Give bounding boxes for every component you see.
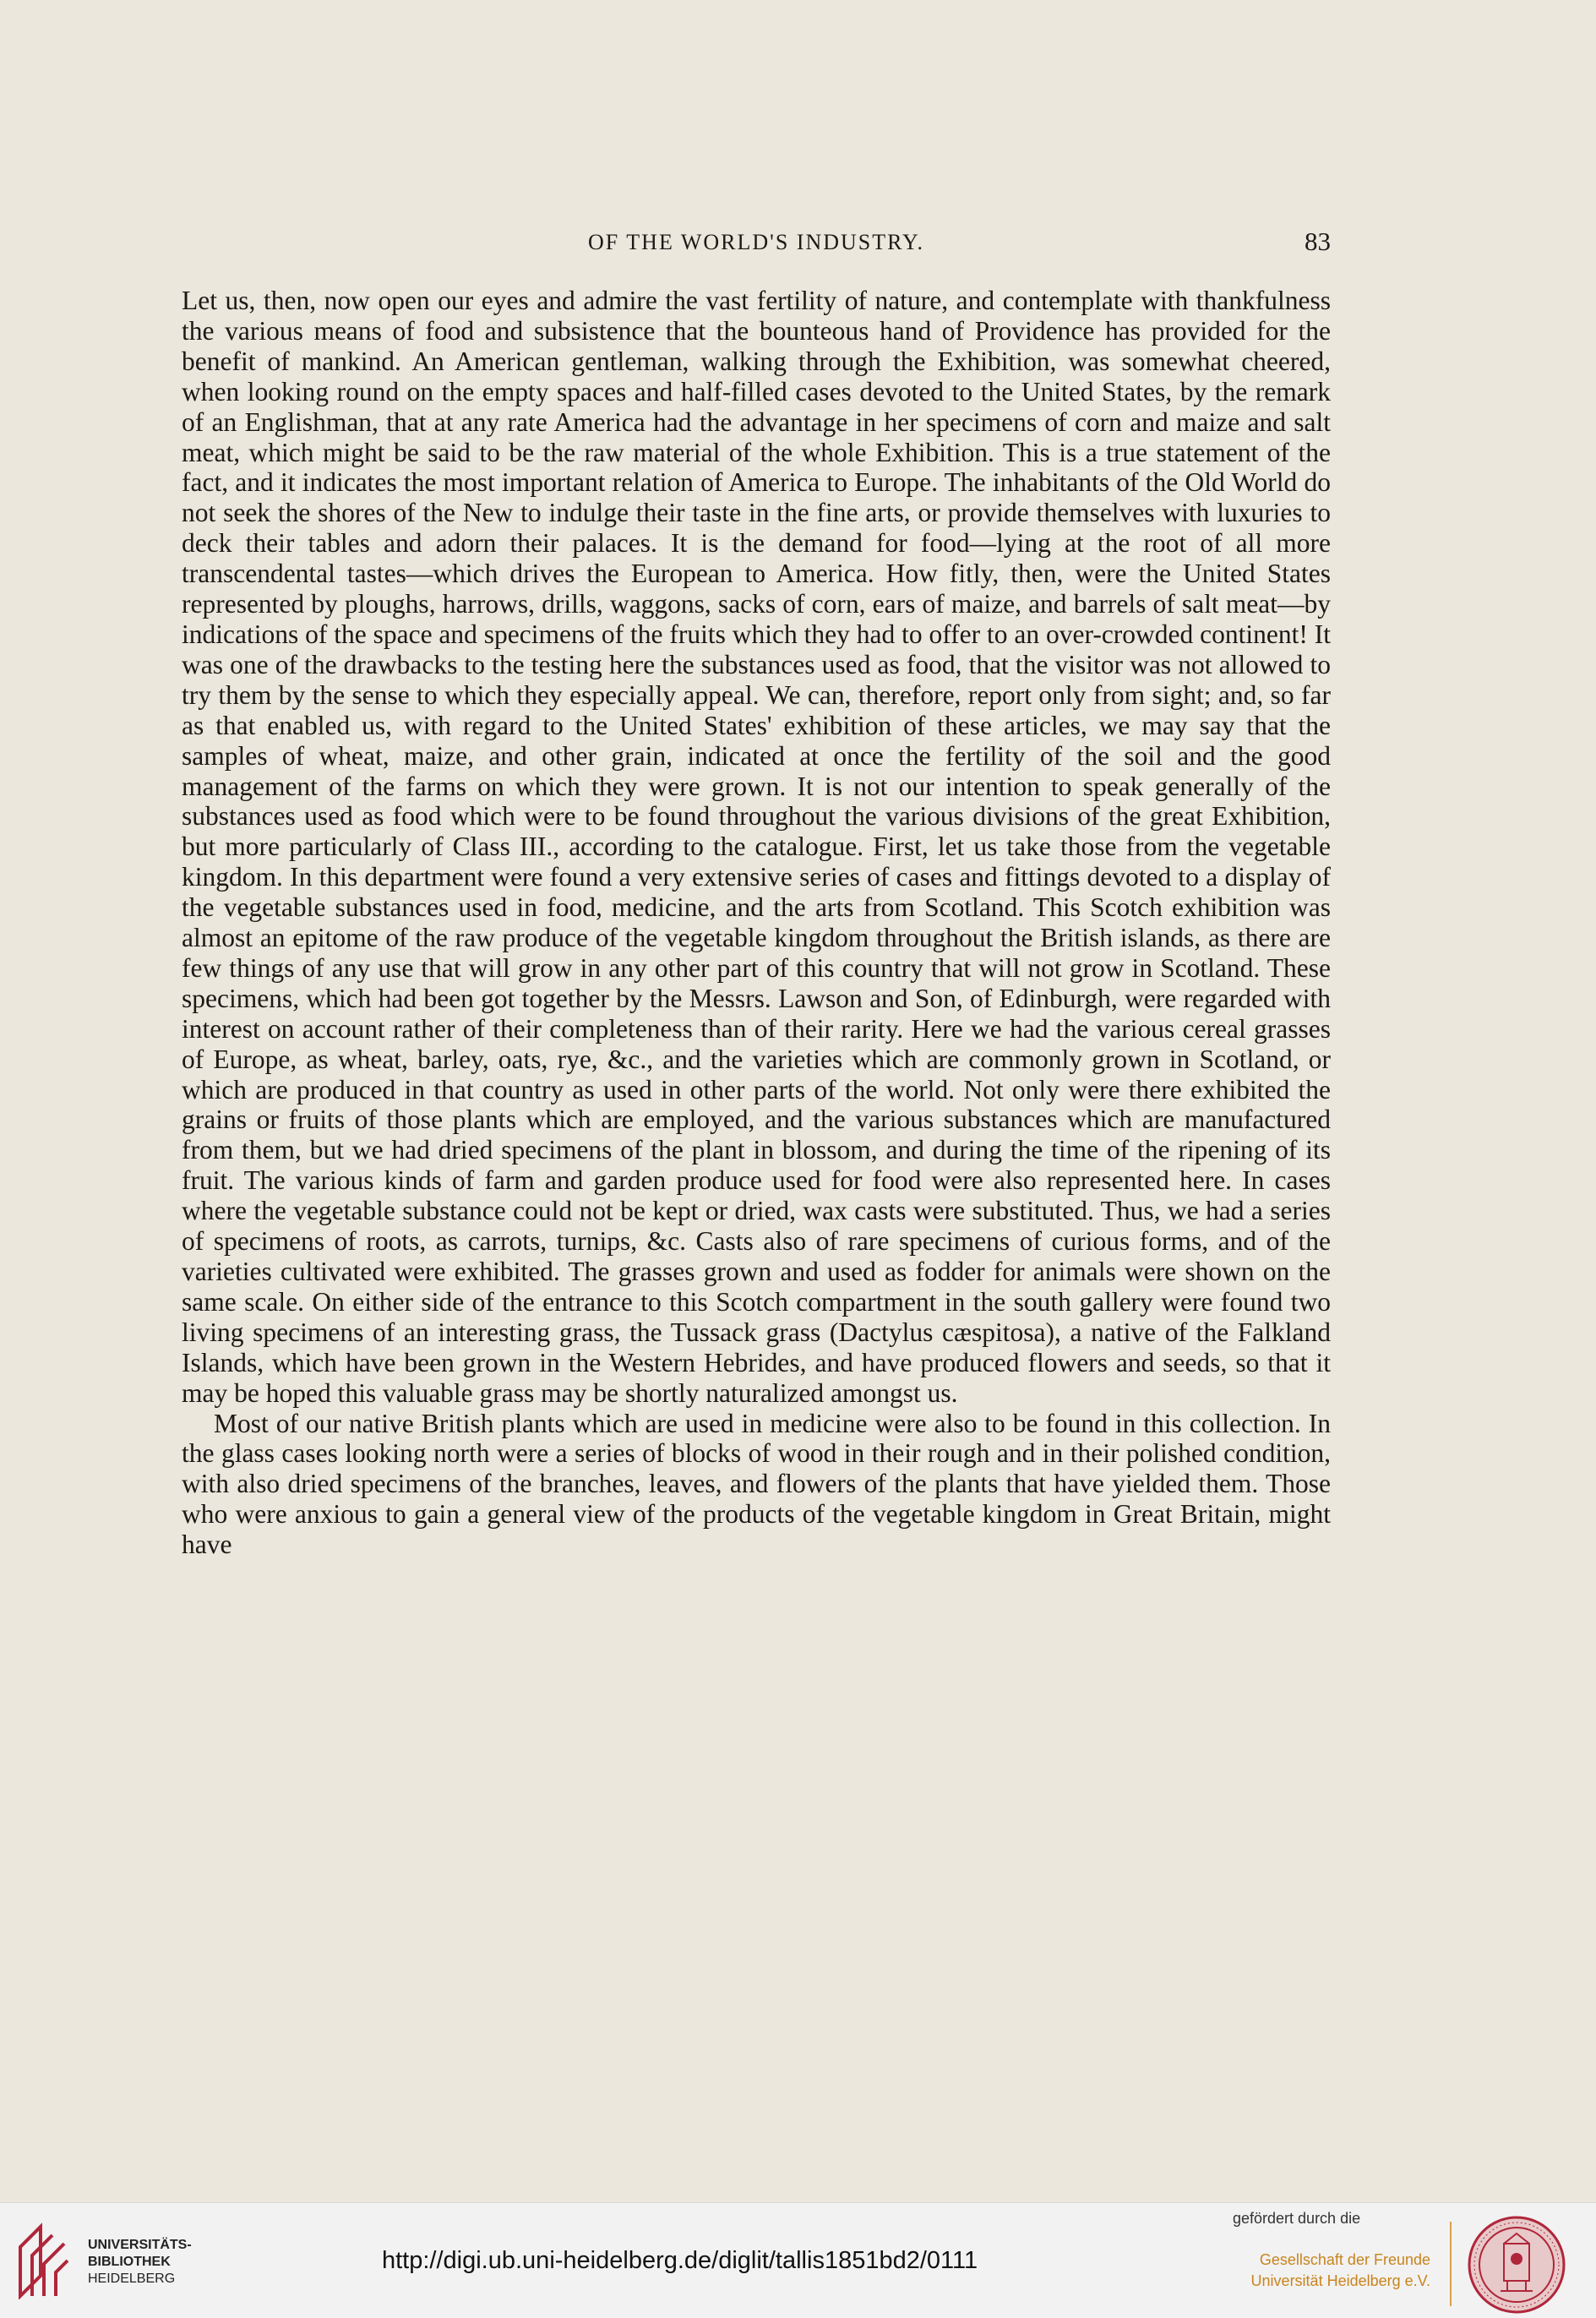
library-name-line-1: UNIVERSITÄTS- — [88, 2238, 192, 2252]
society-name-line-2: Universität Heidelberg e.V. — [1250, 2272, 1430, 2289]
digitization-footer — [0, 2202, 1596, 2318]
library-name-line-3: HEIDELBERG — [88, 2272, 176, 2286]
permalink-url[interactable]: http://digi.ub.uni-heidelberg.de/diglit/tallis1851bd2/0111 — [382, 2247, 978, 2274]
funded-by-label: gefördert durch die — [1233, 2210, 1361, 2227]
library-name — [88, 2237, 192, 2288]
page-number: 83 — [1305, 226, 1331, 256]
library-name-line-2: BIBLIOTHEK — [88, 2255, 171, 2269]
university-seal-icon — [1467, 2215, 1566, 2315]
running-head — [182, 226, 1331, 260]
running-title: OF THE WORLD'S INDUSTRY. — [588, 230, 924, 254]
footer-divider — [1450, 2222, 1452, 2306]
university-library-logo-icon — [17, 2222, 71, 2299]
society-name — [1251, 2250, 1430, 2292]
body-text — [182, 286, 1331, 1560]
paragraph-1: Let us, then, now open our eyes and admire the vast fertility of nature, and contemplate with thankfulness the various means of food and subsistence that the bounteous hand of Providence has provided for the benefit of mankind. An American gentleman, walking through the Exhibition, was somewhat cheered, when looking round on the empty spaces and half-filled cases devoted to the United States, by the remark of an Englishman, that at any rate America had the advantage in her specimens of corn and maize and salt meat, which might be said to be the raw material of the whole Exhibition. This is a true statement of the fact, and it indicates the most important relation of America to Europe. The inhabitants of the Old World do not seek the shores of the New to indulge their taste in the fine arts, or provide themselves with luxuries to deck their tables and adorn their palaces. It is the demand for food—lying at the root of all more transcendental tastes—which drives the European to America. How fitly, then, were the United States represented by ploughs, harrows, drills, waggons, sacks of corn, ears of maize, and barrels of salt meat—by indications of the space and specimens of the fruits which they had to offer to an over-crowded continent! It was one of the drawbacks to the testing here the substances used as food, that the visitor was not allowed to try them by the sense to which they especially appeal. We can, therefore, report only from sight; and, so far as that enabled us, with regard to the United States' exhibition of these articles, we may say that the samples of wheat, maize, and other grain, indicated at once the fertility of the soil and the good management of the farms on which they were grown. It is not our intention to speak generally of the substances used as food which were to be found throughout the various divisions of the great Exhibition, but more particularly of Class III., according to the catalogue. First, let us take those from the vegetable kingdom. In this department were found a very extensive series of cases and fittings devoted to a display of the vegetable substances used in food, medicine, and the arts from Scotland. This Scotch exhibition was almost an epitome of the raw produce of the vegetable kingdom throughout the British islands, as there are few things of any use that will grow in any other part of this country that will not grow in Scotland. These specimens, which had been got together by the Messrs. Lawson and Son, of Edinburgh, were regarded with interest on account rather of their completeness than of their rarity. Here we had the various cereal grasses of Europe, as wheat, barley, oats, rye, &c., and the varieties which are commonly grown in Scotland, or which are produced in that country as used in other parts of the world. Not only were there exhibited the grains or fruits of those plants which are employed, and the various substances which are manufactured from them, but we had dried specimens of the plant in blossom, and during the time of the ripening of its fruit. The various kinds of farm and garden produce used for food were also represented here. In cases where the vegetable substance could not be kept or dried, wax casts were substituted. Thus, we had a series of specimens of roots, as carrots, turnips, &c. Casts also of rare specimens of curious forms, and of the varieties cultivated were exhibited. The grasses grown and used as fodder for animals were shown on the same scale. On either side of the entrance to this Scotch compartment in the south gallery were found two living specimens of an interesting grass, the Tussack grass (Dactylus cæspitosa), a native of the Falkland Islands, which have been grown in the Western Hebrides, and have produced flowers and seeds, so that it may be hoped this valuable grass may be shortly naturalized amongst us. — [182, 286, 1331, 1408]
paragraph-2: Most of our native British plants which are used in medicine were also to be found in this collection. In the glass cases looking north were a series of blocks of wood in their rough and in their polished condition, with also dried specimens of the branches, leaves, and flowers of the plants that have yielded them. Those who were anxious to gain a general view of the products of the vegetable kingdom in Great Britain, might have — [182, 1408, 1331, 1560]
society-name-line-1: Gesellschaft der Freunde — [1259, 2251, 1430, 2268]
